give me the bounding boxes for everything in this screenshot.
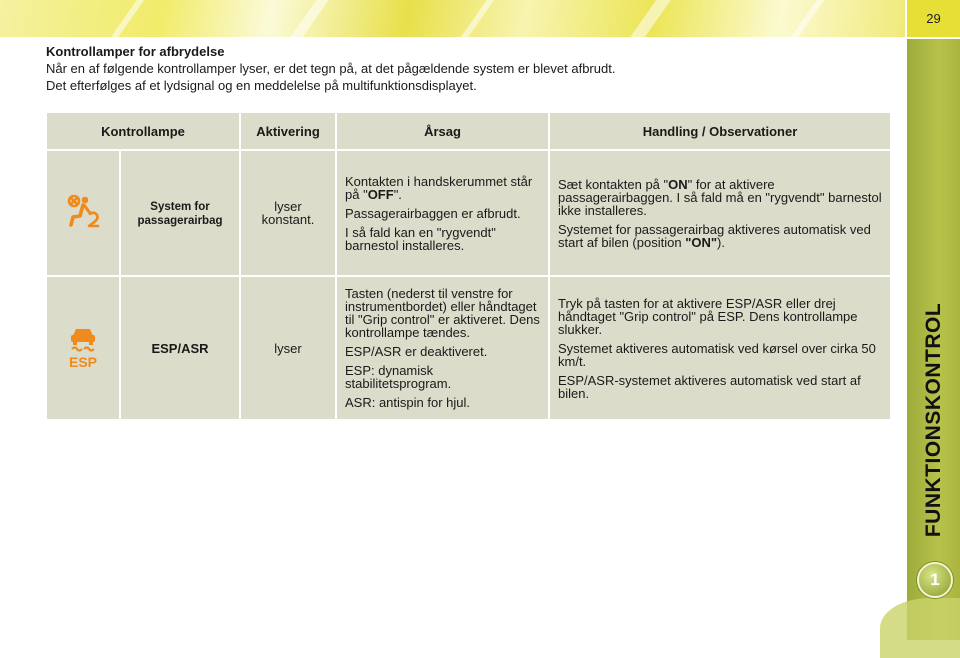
action-paragraph: ESP/ASR-systemet aktiveres automatisk ved start af bilen. [558,372,861,401]
corner-decoration [880,598,960,658]
header-banner [0,0,905,37]
cause-paragraph: ESP: dynamisk stabilitetsprogram. [345,363,452,391]
lamp-activation: lyser [241,277,335,419]
cause-paragraph: Kontakten i handskerummet står på "OFF". [345,173,533,202]
lamp-action [550,151,890,275]
esp-asr-icon [63,324,103,370]
header-handling: Handling / Observationer [550,113,890,149]
lamp-name: ESP/ASR [121,277,239,419]
esp-icon-text: ESP [68,354,98,370]
lamp-action [550,277,890,419]
cause-paragraph: Passagerairbaggen er afbrudt. [345,205,521,221]
table-row [47,151,890,275]
table-header-row [47,113,890,149]
warning-lamp-table [45,111,892,421]
cause-paragraph: ESP/ASR er deaktiveret. [345,344,488,359]
lamp-icon-cell [47,277,119,419]
action-paragraph: Sæt kontakten på "ON" for at aktivere passagerairbaggen. I så fald må en "rygvendt" barnestol ikke installeres. [558,176,882,218]
chapter-number-badge[interactable]: 1 [917,562,953,598]
action-paragraph: Systemet for passagerairbag aktiveres automatisk ved start af bilen (position "ON"). [558,221,871,250]
action-paragraph: Systemet aktiveres automatisk ved kørsel over cirka 50 km/t. [558,340,876,369]
cause-paragraph: I så fald kan en "rygvendt" barnestol installeres. [345,224,496,253]
section-heading: Kontrollamper for afbrydelse [46,44,225,59]
cause-paragraph: ASR: antispin for hjul. [345,395,471,410]
lamp-icon-cell [47,151,119,275]
lamp-name: System for passagerairbag [121,151,239,275]
action-paragraph: Tryk på tasten for at aktivere ESP/ASR eller drej håndtaget "Grip control" på ESP. Dens kontrollampe slukker. [558,295,858,337]
intro-section [46,43,886,94]
lamp-activation: lyser konstant. [241,151,335,275]
page-number: 29 [907,0,960,37]
table-row [47,277,890,419]
header-aktivering: Aktivering [241,113,335,149]
intro-line-1: Når en af følgende kontrollamper lyser, er det tegn på, at det pågældende system er blevet afbrudt. [46,61,616,76]
passenger-airbag-off-icon [63,192,103,232]
header-aarsag: Årsag [337,113,548,149]
cause-paragraph: Tasten (nederst til venstre for instrumentbordet) eller håndtaget til "Grip control" er aktiveret. Dens kontrollampe tændes. [345,286,540,340]
lamp-cause [337,277,548,419]
lamp-cause [337,151,548,275]
header-kontrollampe: Kontrollampe [47,113,239,149]
intro-line-2: Det efterfølges af et lydsignal og en meddelelse på multifunktionsdisplayet. [46,78,477,93]
chapter-title: FUNKTIONSKONTROL [922,302,945,538]
